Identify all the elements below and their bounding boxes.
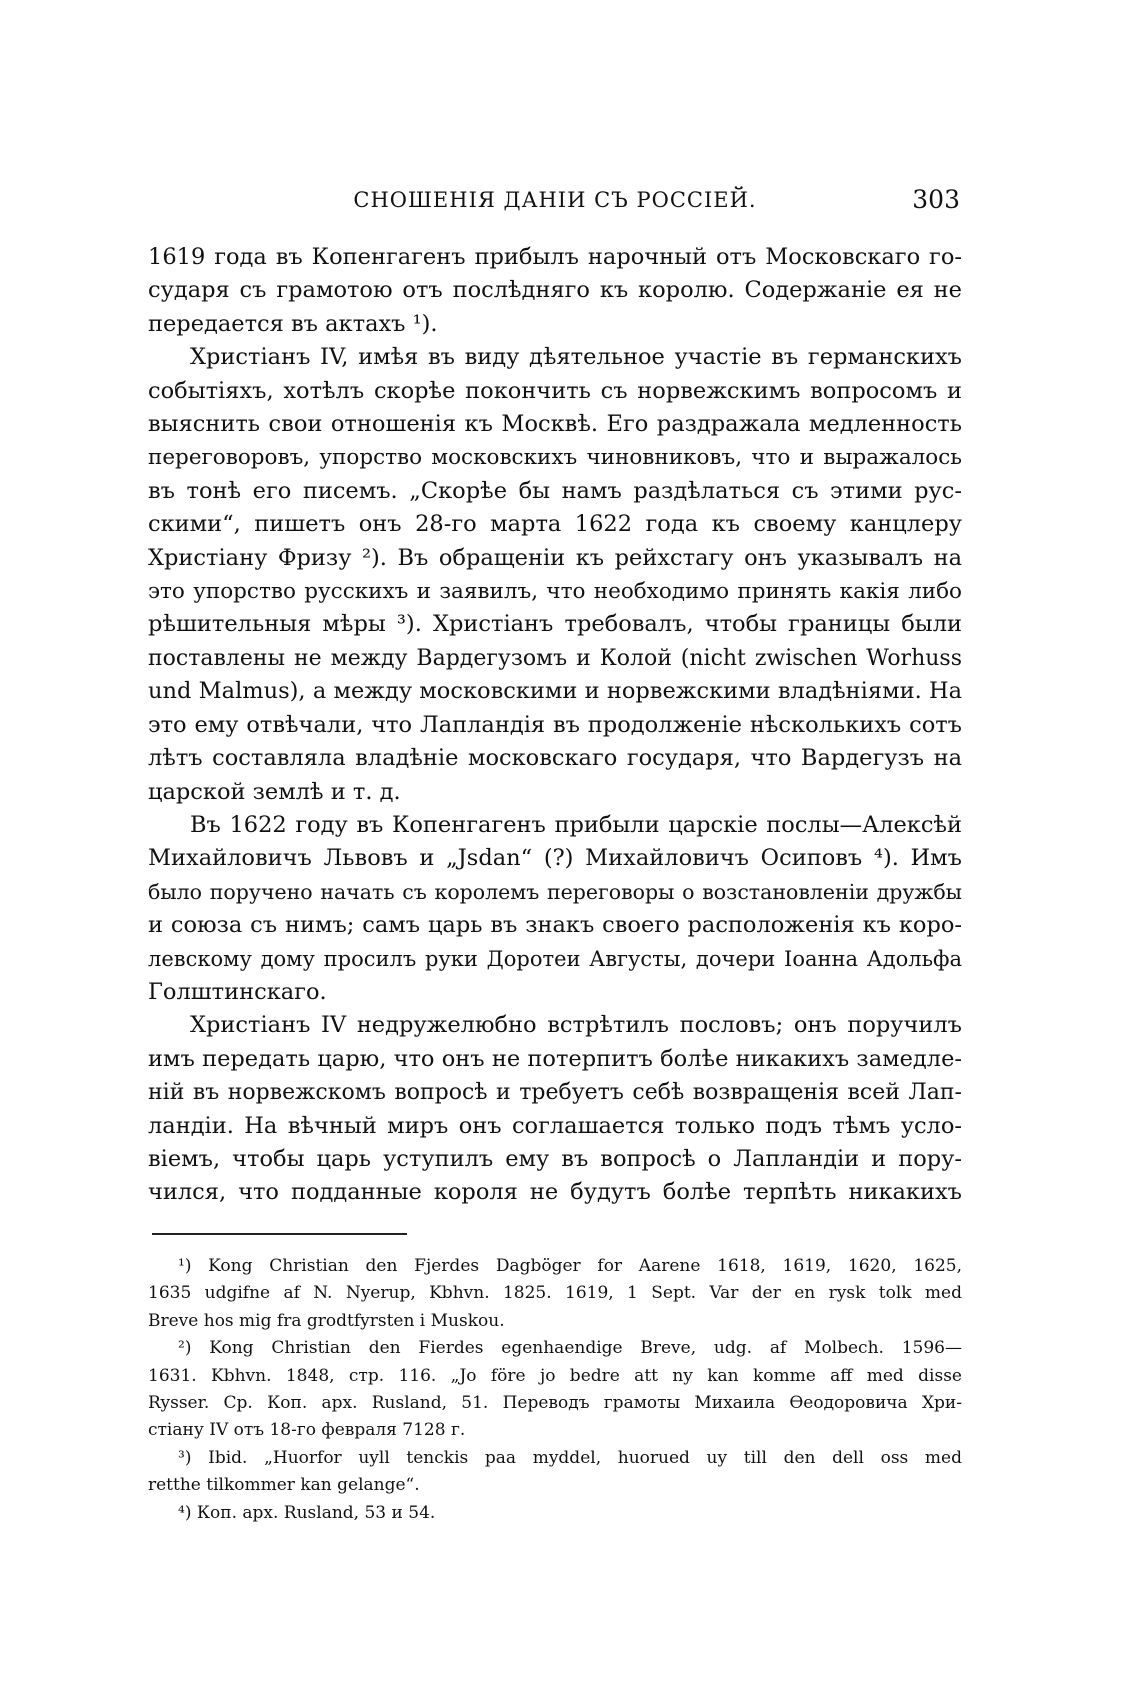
paragraph-1 [148, 241, 962, 341]
page-header [150, 185, 960, 224]
text-line: переговоровъ, упорство московскихъ чиновниковъ, что и выражалось [148, 445, 962, 471]
footnote-4 [148, 1500, 962, 1527]
text-line: Въ 1622 году въ Копенгагенъ прибыли царскіе послы—Алексѣй [190, 811, 962, 838]
text-line: выяснить свои отношенія къ Москвѣ. Его раздражала медленность [148, 411, 962, 438]
text-line: лѣтъ составляла владѣніе московскаго государя, что Вардегузъ на [148, 745, 962, 772]
text-line: Михайловичъ Львовъ и „Jsdan“ (?) Михайловичъ Осиповъ ⁴). Имъ [148, 845, 962, 872]
text-line: поставлены не между Вардегузомъ и Колой (nicht zwischen Worhuss [148, 645, 962, 671]
text-line: это упорство русскихъ и заявилъ, что необходимо принять какія либо [148, 579, 962, 605]
text-line: Христіанъ IV недружелюбно встрѣтилъ пословъ; онъ поручилъ [190, 1012, 962, 1039]
footnote-line: Rysser. Ср. Коп. арх. Rusland, 51. Переводъ грамоты Михаила Өеодоровича Хри- [148, 1393, 962, 1414]
text-line: скими“, пишетъ онъ 28-го марта 1622 года къ своему канцлеру [148, 511, 962, 538]
footnote-1 [148, 1253, 962, 1335]
footnote-line: Breve hos mig fra grodtfyrsten i Muskou. [148, 1310, 505, 1331]
page-number: 303 [912, 185, 960, 214]
text-line: царской землѣ и т. д. [148, 778, 401, 805]
footnote-divider [152, 1233, 407, 1235]
text-line: 1619 года въ Копенгагенъ прибылъ нарочный отъ Московскаго го- [148, 244, 962, 270]
text-line: въ тонѣ его писемъ. „Скорѣе бы намъ раздѣлаться съ этими рус- [148, 477, 962, 504]
footnote-3 [148, 1445, 962, 1500]
text-line: Голштинскаго. [148, 978, 327, 1005]
footnote-line: retthe tilkommer kan gelange“. [148, 1475, 420, 1496]
text-line: рѣшительныя мѣры ³). Христіанъ требовалъ, чтобы границы были [148, 611, 962, 638]
text-line: und Malmus), а между московскими и норвежскими владѣніями. На [148, 678, 962, 705]
footnote-2 [148, 1335, 962, 1445]
paragraph-2 [148, 341, 962, 809]
text-line: это ему отвѣчали, что Лапландія въ продолженіе нѣсколькихъ сотъ [148, 711, 962, 738]
text-line: и союза съ нимъ; самъ царь въ знакъ своего расположенія къ коро- [148, 912, 962, 939]
paragraph-4 [148, 1009, 962, 1209]
footnote-line: 1635 udgifne af N. Nyerup, Kbhvn. 1825. 1619, 1 Sept. Var der en rysk tolk med [148, 1283, 962, 1304]
text-line: было поручено начать съ королемъ переговоры о возстановленіи дружбы [148, 879, 962, 904]
paragraph-3 [148, 809, 962, 1009]
text-line: левскому дому просилъ руки Доротеи Августы, дочери Іоанна Адольфа [148, 946, 962, 971]
body-text [148, 241, 962, 1210]
footnotes [148, 1253, 962, 1527]
text-line: віемъ, чтобы царь уступилъ ему въ вопросѣ о Лапландіи и пору- [148, 1145, 962, 1172]
text-line: ландіи. На вѣчный миръ онъ соглашается только подъ тѣмъ усло- [148, 1112, 962, 1139]
text-line: Христіану Фризу ²). Въ обращеніи къ рейхстагу онъ указывалъ на [148, 544, 962, 571]
text-line: имъ передать царю, что онъ не потерпитъ болѣе никакихъ замедле- [148, 1045, 962, 1072]
text-line: ній въ норвежскомъ вопросѣ и требуетъ себѣ возвращенія всей Лап- [148, 1080, 962, 1106]
footnote-line: ⁴) Коп. арх. Rusland, 53 и 54. [178, 1502, 436, 1523]
running-title: СНОШЕНІЯ ДАНІИ СЪ РОССІЕЙ. [353, 188, 757, 212]
footnote-line: ³) Ibid. „Huorfor uyll tenckis paa myddel, huorued uy till den dell oss med [178, 1447, 962, 1468]
footnote-line: ¹) Kong Christian den Fjerdes Dagböger for Aarene 1618, 1619, 1620, 1625, [178, 1256, 962, 1276]
footnote-line: стіану IV отъ 18-го февраля 7128 г. [148, 1420, 466, 1441]
footnote-line: ²) Kong Christian den Fierdes egenhaendige Breve, udg. af Molbech. 1596— [178, 1338, 962, 1359]
text-line: чился, что подданные короля не будутъ болѣе терпѣть никакихъ [148, 1179, 962, 1206]
text-line: Христіанъ IV, имѣя въ виду дѣятельное участіе въ германскихъ [190, 344, 962, 371]
text-line: событіяхъ, хотѣлъ скорѣе покончить съ норвежскимъ вопросомъ и [148, 377, 962, 404]
text-line: передается въ актахъ ¹). [148, 310, 438, 337]
text-line: сударя съ грамотою отъ послѣдняго къ королю. Содержаніе ея не [148, 277, 962, 304]
footnote-line: 1631. Kbhvn. 1848, стр. 116. „Jo före jo bedre att ny kan komme aff med disse [148, 1365, 962, 1386]
